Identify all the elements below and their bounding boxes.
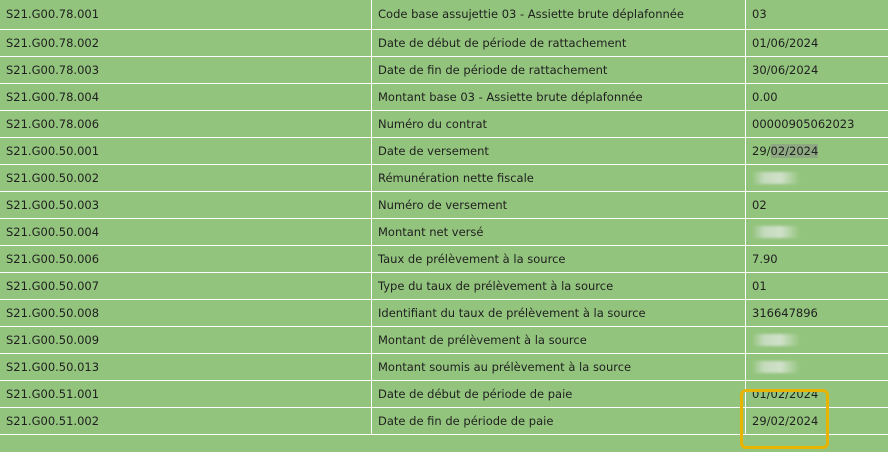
row-label: Montant base 03 - Assiette brute déplafonnée — [372, 83, 746, 110]
row-label: Date de début de période de paie — [372, 380, 746, 407]
table-row — [0, 0, 888, 29]
row-code: S21.G00.50.008 — [0, 299, 372, 326]
row-value: 02 — [746, 191, 888, 218]
row-value: 316647896 — [746, 299, 888, 326]
table-row — [0, 29, 888, 56]
row-code: S21.G00.50.003 — [0, 191, 372, 218]
row-label: Identifiant du taux de prélèvement à la source — [372, 299, 746, 326]
row-value: 29/02/2024 — [746, 407, 888, 434]
row-label: Montant soumis au prélèvement à la source — [372, 353, 746, 380]
row-value — [746, 137, 888, 164]
value-prefix: 29/ — [752, 143, 771, 158]
row-code: S21.G00.51.001 — [0, 380, 372, 407]
table-row — [0, 407, 888, 434]
table-row — [0, 245, 888, 272]
row-label: Type du taux de prélèvement à la source — [372, 272, 746, 299]
redacted-value — [752, 361, 800, 373]
row-label: Date de fin de période de rattachement — [372, 56, 746, 83]
row-label: Date de fin de période de paie — [372, 407, 746, 434]
redacted-value — [752, 334, 800, 346]
table-row — [0, 164, 888, 191]
table-row — [0, 299, 888, 326]
row-value: 01/06/2024 — [746, 29, 888, 56]
row-code: S21.G00.51.002 — [0, 407, 372, 434]
row-code: S21.G00.78.004 — [0, 83, 372, 110]
row-code: S21.G00.50.009 — [0, 326, 372, 353]
row-value — [746, 218, 888, 245]
row-code: S21.G00.78.003 — [0, 56, 372, 83]
row-code: S21.G00.50.001 — [0, 137, 372, 164]
row-code: S21.G00.50.002 — [0, 164, 372, 191]
row-label: Numéro du contrat — [372, 110, 746, 137]
row-label: Code base assujettie 03 - Assiette brute déplafonnée — [372, 0, 746, 29]
table-row — [0, 56, 888, 83]
row-code: S21.G00.50.007 — [0, 272, 372, 299]
redacted-value — [752, 172, 800, 184]
row-code: S21.G00.78.002 — [0, 29, 372, 56]
table-row — [0, 272, 888, 299]
table-row — [0, 191, 888, 218]
row-code: S21.G00.50.004 — [0, 218, 372, 245]
row-value — [746, 353, 888, 380]
row-label: Rémunération nette fiscale — [372, 164, 746, 191]
redacted-value — [752, 226, 800, 238]
row-value: 01 — [746, 272, 888, 299]
row-code: S21.G00.78.001 — [0, 0, 372, 29]
table-row — [0, 380, 888, 407]
row-label: Date de versement — [372, 137, 746, 164]
row-value: 03 — [746, 0, 888, 29]
row-value: 0.00 — [746, 83, 888, 110]
table-row — [0, 137, 888, 164]
row-value — [746, 326, 888, 353]
row-label: Montant net versé — [372, 218, 746, 245]
row-value: 7.90 — [746, 245, 888, 272]
row-value: 00000905062023 — [746, 110, 888, 137]
table-row — [0, 83, 888, 110]
row-label: Date de début de période de rattachement — [372, 29, 746, 56]
row-label: Montant de prélèvement à la source — [372, 326, 746, 353]
table-row — [0, 110, 888, 137]
row-label: Taux de prélèvement à la source — [372, 245, 746, 272]
table-row — [0, 326, 888, 353]
row-code: S21.G00.50.006 — [0, 245, 372, 272]
row-code: S21.G00.50.013 — [0, 353, 372, 380]
table-row — [0, 353, 888, 380]
table-row — [0, 218, 888, 245]
row-value: 01/02/2024 — [746, 380, 888, 407]
row-value — [746, 164, 888, 191]
row-label: Numéro de versement — [372, 191, 746, 218]
selected-text: 02/2024 — [770, 143, 819, 158]
row-code: S21.G00.78.006 — [0, 110, 372, 137]
row-value: 30/06/2024 — [746, 56, 888, 83]
